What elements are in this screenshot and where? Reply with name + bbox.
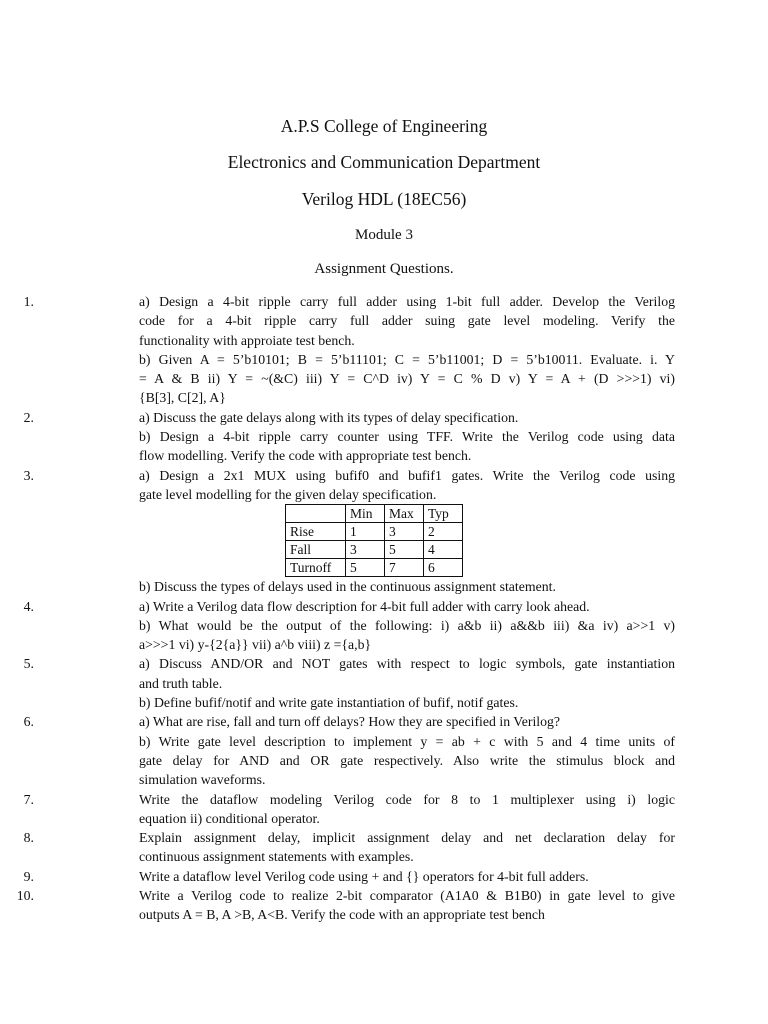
question-text-line: outputs A = B, A >B, A<B. Verify the code with an appropriate test bench xyxy=(139,907,545,923)
question-item xyxy=(0,790,675,829)
question-text-line: Explain assignment delay, implicit assignment delay and net declaration delay for xyxy=(139,830,675,846)
question-number: 10. xyxy=(16,888,34,904)
delay-table-header-cell: Typ xyxy=(424,505,463,523)
delay-table-row xyxy=(286,523,463,541)
question-text-line: a) Discuss the gate delays along with its types of delay specification. xyxy=(139,409,519,425)
question-number: 2. xyxy=(23,409,34,425)
question-text-line: code for a 4-bit ripple carry full adder suing gate level modeling. Verify the xyxy=(139,313,675,329)
question-number: 1. xyxy=(23,294,34,309)
question-text-line: simulation waveforms. xyxy=(139,772,266,788)
question-text-line: {B[3], C[2], A} xyxy=(139,390,226,406)
question-number: 7. xyxy=(23,791,34,807)
delay-table-header-cell: Max xyxy=(385,505,424,523)
question-item xyxy=(0,654,675,712)
question-item xyxy=(0,828,675,867)
delay-table-cell: 6 xyxy=(424,559,463,577)
question-item xyxy=(0,466,675,597)
question-text-line: a) Design a 4-bit ripple carry full adder using 1-bit full adder. Develop the Verilog xyxy=(139,294,675,309)
question-text-line: a) Design a 2x1 MUX using bufif0 and bufif1 gates. Write the Verilog code using xyxy=(139,467,675,483)
delay-table-header-cell xyxy=(286,505,346,523)
question-text-line: b) Discuss the types of delays used in the continuous assignment statement. xyxy=(139,579,556,595)
question-number: 4. xyxy=(23,598,34,614)
question-text-line: flow modelling. Verify the code with appropriate test bench. xyxy=(139,448,472,464)
question-number: 5. xyxy=(23,656,34,672)
question-text-line: and truth table. xyxy=(139,675,223,691)
delay-table-row xyxy=(286,541,463,559)
question-text-line: a) Write a Verilog data flow description for 4-bit full adder with carry look ahead. xyxy=(139,598,590,614)
question-text-line: a) What are rise, fall and turn off delays? How they are specified in Verilog? xyxy=(139,714,561,730)
question-item xyxy=(0,712,675,789)
question-text-line: continuous assignment statements with examples. xyxy=(139,849,414,865)
question-text-line: gate delay for AND and OR gate respectively. Also write the stimulus block and xyxy=(139,752,675,768)
delay-table-header-row xyxy=(286,505,463,523)
question-item xyxy=(0,597,675,655)
department-name: Electronics and Communication Department xyxy=(227,152,541,172)
delay-table-header-cell: Min xyxy=(346,505,385,523)
question-number: 3. xyxy=(23,467,34,483)
delay-table-cell: 3 xyxy=(346,541,385,559)
question-text-line: a>>>1 vi) y-{2{a}} vii) a^b viii) z ={a,b} xyxy=(139,637,372,653)
question-item xyxy=(0,886,675,925)
delay-table-cell: 5 xyxy=(385,541,424,559)
question-text-line: b) Write gate level description to implement y = ab + c with 5 and 4 time units of xyxy=(139,733,675,749)
question-text-line: Write a dataflow level Verilog code using + and {} operators for 4-bit full adders. xyxy=(139,868,589,884)
question-item xyxy=(0,408,675,466)
delay-table-cell: 7 xyxy=(385,559,424,577)
question-number: 8. xyxy=(23,830,34,846)
module-label: Module 3 xyxy=(355,227,413,243)
question-list xyxy=(0,292,768,925)
question-number: 9. xyxy=(23,868,34,884)
delay-table-cell: 1 xyxy=(346,523,385,541)
question-number: 6. xyxy=(23,714,34,730)
course-title: Verilog HDL (18EC56) xyxy=(301,189,467,209)
delay-table-cell: Fall xyxy=(286,541,346,559)
question-item xyxy=(0,867,675,886)
question-text-line: b) What would be the output of the following: i) a&b ii) a&&b iii) &a iv) a>>1 v) xyxy=(139,617,675,633)
question-text-line: b) Given A = 5’b10101; B = 5’b11101; C = 5’b11001; D = 5’b10011. Evaluate. i. Y xyxy=(139,351,675,367)
question-text-line: Write a Verilog code to realize 2-bit comparator (A1A0 & B1B0) in gate level to give xyxy=(139,888,675,904)
question-text-line: b) Define bufif/notif and write gate instantiation of bufif, notif gates. xyxy=(139,695,519,711)
delay-table-row xyxy=(286,559,463,577)
delay-table-cell: 5 xyxy=(346,559,385,577)
delay-table-cell: Turnoff xyxy=(286,559,346,577)
assignment-title: Assignment Questions. xyxy=(314,261,454,277)
question-text-line: equation ii) conditional operator. xyxy=(139,810,320,826)
delay-spec-table xyxy=(285,504,463,577)
question-item xyxy=(0,292,675,408)
delay-table-cell: Rise xyxy=(286,523,346,541)
delay-table-cell: 3 xyxy=(385,523,424,541)
question-text-line: Write the dataflow modeling Verilog code for 8 to 1 multiplexer using i) logic xyxy=(139,791,675,807)
college-name: A.P.S College of Engineering xyxy=(280,116,488,136)
question-text-line: b) Design a 4-bit ripple carry counter using TFF. Write the Verilog code using data xyxy=(139,429,675,445)
question-text-line: = A & B ii) Y = ~(&C) iii) Y = C^D iv) Y = C % D v) Y = A + (D >>>1) vi) xyxy=(139,371,675,387)
delay-table-cell: 2 xyxy=(424,523,463,541)
delay-table-cell: 4 xyxy=(424,541,463,559)
question-text-line: gate level modelling for the given delay specification. xyxy=(139,486,437,502)
question-text-line: functionality with approiate test bench. xyxy=(139,332,355,348)
question-text-line: a) Discuss AND/OR and NOT gates with respect to logic symbols, gate instantiation xyxy=(139,656,675,672)
